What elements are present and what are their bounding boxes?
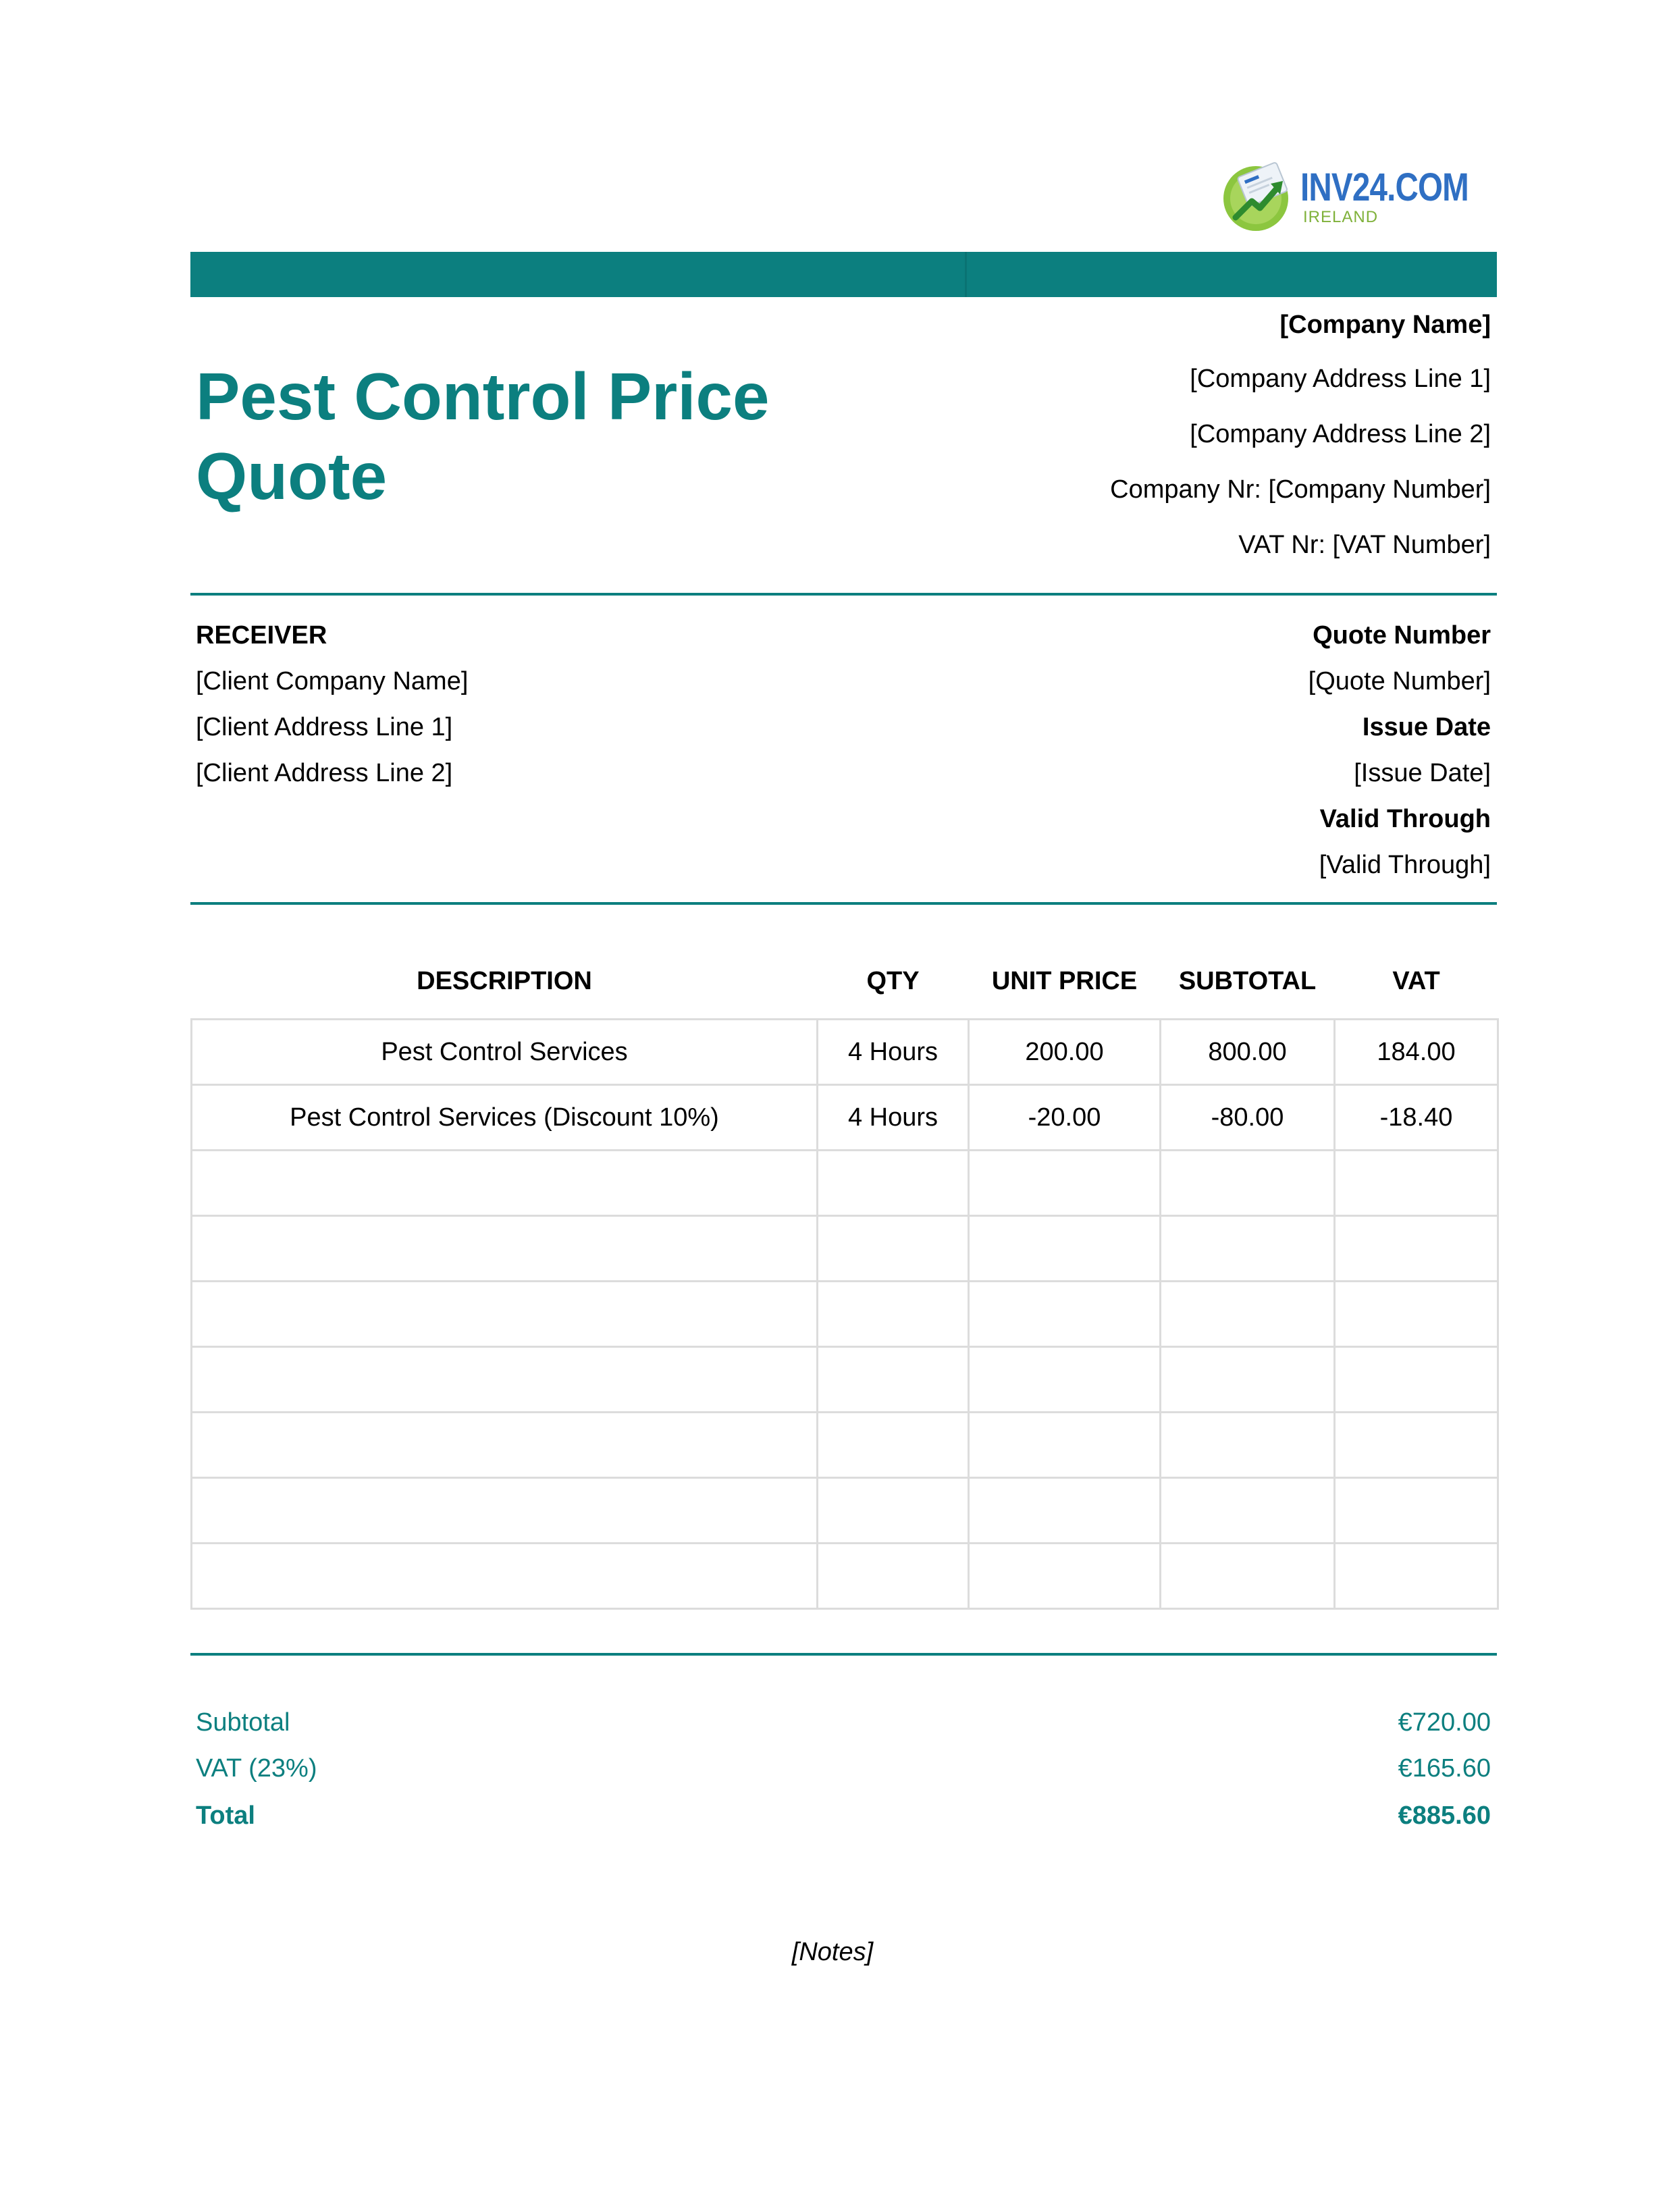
table-row: [192, 1216, 1498, 1282]
divider-top: [190, 593, 1497, 596]
issue-date-value: [Issue Date]: [1354, 759, 1491, 787]
cell-description: [192, 1282, 818, 1347]
cell-subtotal: -80.00: [1161, 1085, 1335, 1151]
quote-number-value: [Quote Number]: [1308, 667, 1491, 695]
cell-qty: [818, 1347, 969, 1413]
subtotal-value: €720.00: [1398, 1708, 1491, 1737]
cell-vat: -18.40: [1335, 1085, 1498, 1151]
company-vat-number: VAT Nr: [VAT Number]: [1238, 531, 1491, 559]
column-header-subtotal: SUBTOTAL: [1178, 966, 1317, 995]
cell-unit-price: [969, 1282, 1161, 1347]
quote-number-label: Quote Number: [1313, 621, 1491, 650]
header-bar-divider: [965, 252, 967, 297]
cell-qty: [818, 1216, 969, 1282]
notes: [Notes]: [791, 1938, 874, 1966]
page-title: Pest Control Price Quote: [196, 359, 770, 513]
column-header-vat: VAT: [1392, 966, 1440, 995]
cell-subtotal: 800.00: [1161, 1020, 1335, 1085]
receiver-heading: RECEIVER: [196, 621, 327, 650]
table-row: [192, 1478, 1498, 1544]
cell-unit-price: [969, 1413, 1161, 1478]
subtotal-label: Subtotal: [196, 1708, 290, 1737]
divider-bottom: [190, 1653, 1497, 1656]
logo-region-text: IRELAND: [1303, 208, 1379, 226]
table-row: [192, 1151, 1498, 1216]
table-row: [192, 1020, 1498, 1085]
cell-unit-price: [969, 1216, 1161, 1282]
column-header-qty: QTY: [866, 966, 920, 995]
vat-value: €165.60: [1398, 1754, 1491, 1783]
total-value: €885.60: [1398, 1801, 1491, 1830]
column-header-unit-price: UNIT PRICE: [991, 966, 1138, 995]
company-name: [Company Name]: [1279, 311, 1491, 339]
cell-unit-price: [969, 1347, 1161, 1413]
valid-through-label: Valid Through: [1319, 805, 1491, 833]
cell-qty: [818, 1413, 969, 1478]
receiver-company-name: [Client Company Name]: [196, 667, 469, 695]
cell-qty: [818, 1544, 969, 1609]
column-header-description: DESCRIPTION: [417, 966, 592, 995]
cell-qty: [818, 1282, 969, 1347]
cell-description: [192, 1151, 818, 1216]
valid-through-value: [Valid Through]: [1319, 851, 1491, 879]
cell-vat: [1335, 1216, 1498, 1282]
logo-badge-icon: [1221, 159, 1296, 234]
cell-vat: [1335, 1544, 1498, 1609]
receiver-address-line-1: [Client Address Line 1]: [196, 713, 453, 741]
cell-description: [192, 1347, 818, 1413]
vat-label: VAT (23%): [196, 1754, 317, 1783]
cell-subtotal: [1161, 1478, 1335, 1544]
cell-subtotal: [1161, 1544, 1335, 1609]
cell-vat: [1335, 1478, 1498, 1544]
table-header-row: [192, 944, 1498, 1020]
cell-subtotal: [1161, 1151, 1335, 1216]
cell-qty: 4 Hours: [818, 1020, 969, 1085]
receiver-address-line-2: [Client Address Line 2]: [196, 759, 453, 787]
cell-description: Pest Control Services: [192, 1020, 818, 1085]
total-label: Total: [196, 1801, 255, 1830]
table-row: [192, 1085, 1498, 1151]
cell-vat: [1335, 1347, 1498, 1413]
company-address-line-1: [Company Address Line 1]: [1190, 365, 1491, 393]
cell-subtotal: [1161, 1347, 1335, 1413]
header-bar: [190, 252, 1497, 297]
cell-vat: [1335, 1151, 1498, 1216]
cell-subtotal: [1161, 1282, 1335, 1347]
company-number: Company Nr: [Company Number]: [1110, 475, 1491, 504]
cell-qty: [818, 1151, 969, 1216]
cell-vat: 184.00: [1335, 1020, 1498, 1085]
cell-qty: 4 Hours: [818, 1085, 969, 1151]
cell-description: [192, 1413, 818, 1478]
company-address-line-2: [Company Address Line 2]: [1190, 420, 1491, 448]
cell-unit-price: [969, 1151, 1161, 1216]
cell-description: [192, 1544, 818, 1609]
table-row: [192, 1544, 1498, 1609]
brand-logo: [1221, 159, 1469, 234]
cell-vat: [1335, 1282, 1498, 1347]
cell-unit-price: [969, 1544, 1161, 1609]
table-row: [192, 1413, 1498, 1478]
issue-date-label: Issue Date: [1362, 713, 1491, 741]
table-row: [192, 1347, 1498, 1413]
cell-vat: [1335, 1413, 1498, 1478]
logo-brand-text: INV24.COM: [1300, 165, 1469, 209]
cell-unit-price: [969, 1478, 1161, 1544]
cell-qty: [818, 1478, 969, 1544]
divider-middle: [190, 902, 1497, 905]
items-table: [190, 944, 1499, 1610]
cell-description: [192, 1478, 818, 1544]
cell-unit-price: 200.00: [969, 1020, 1161, 1085]
cell-unit-price: -20.00: [969, 1085, 1161, 1151]
cell-subtotal: [1161, 1216, 1335, 1282]
cell-description: [192, 1216, 818, 1282]
table-row: [192, 1282, 1498, 1347]
cell-description: Pest Control Services (Discount 10%): [192, 1085, 818, 1151]
cell-subtotal: [1161, 1413, 1335, 1478]
